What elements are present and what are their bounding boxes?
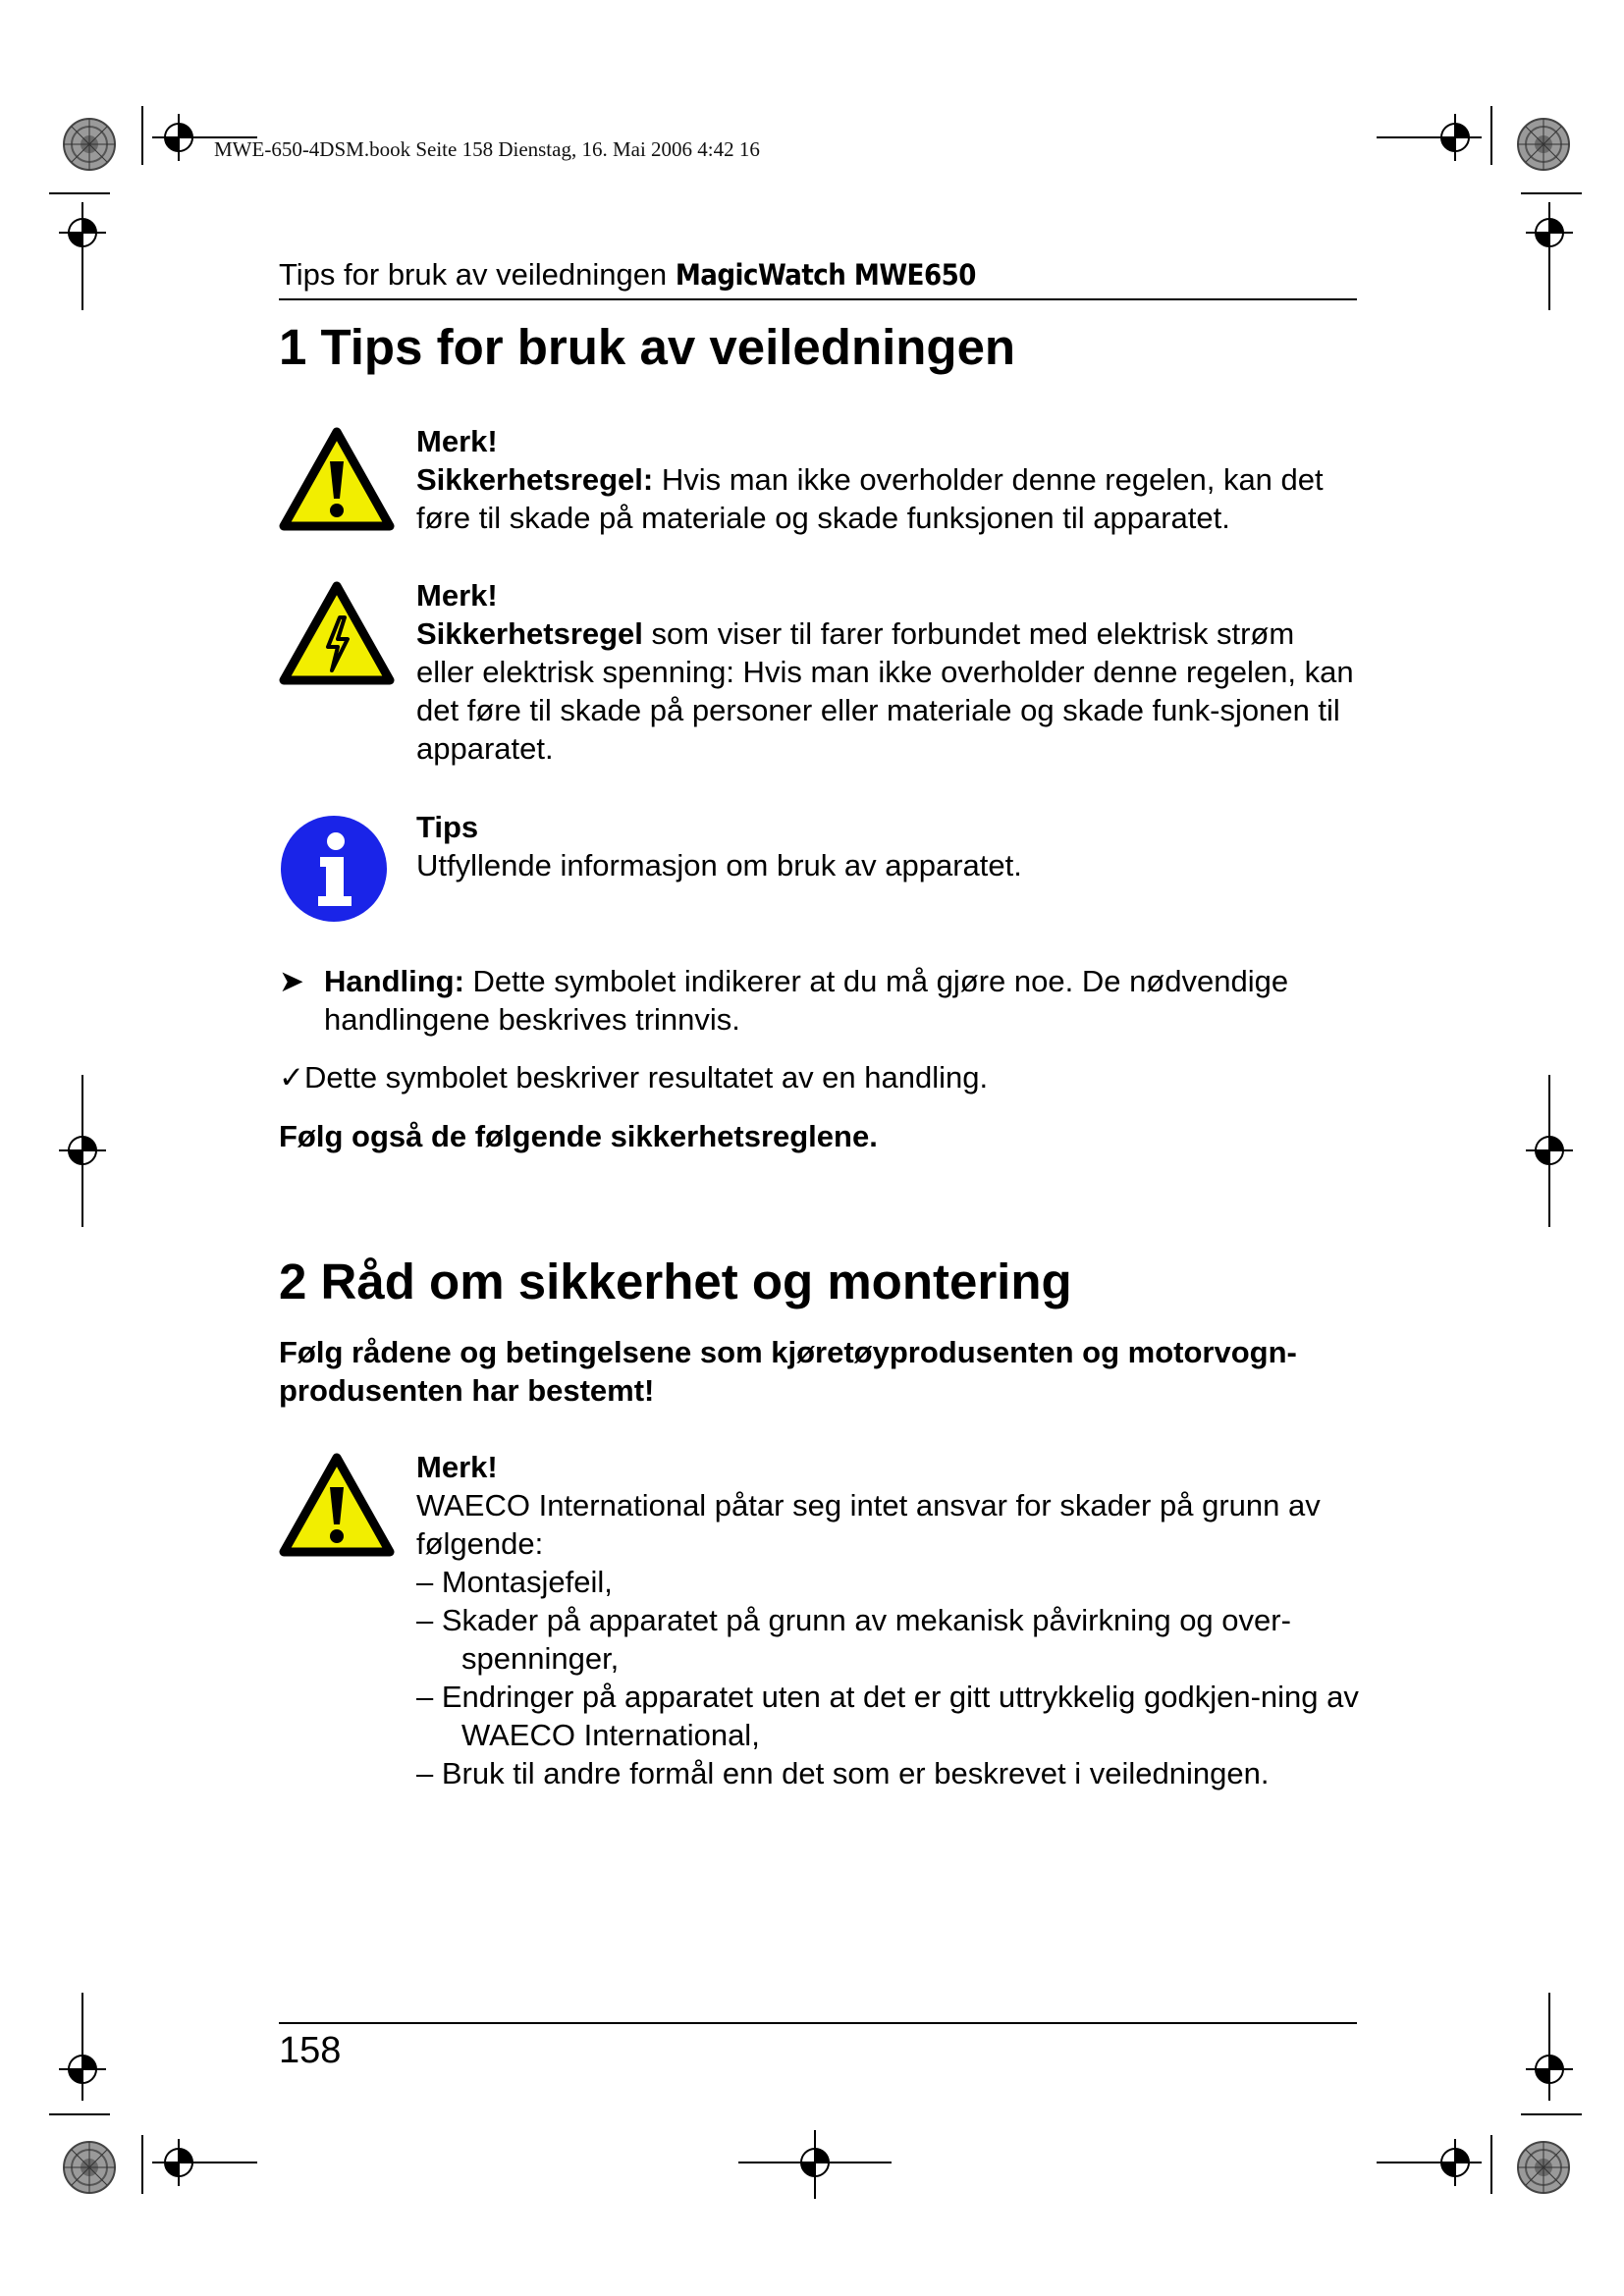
print-info-line: MWE-650-4DSM.book Seite 158 Dienstag, 16. Mai 2006 4:42 16 xyxy=(214,137,760,161)
notice-title: Merk! xyxy=(416,578,498,613)
list-item: – Bruk til andre formål enn det som er beskrevet i veiledningen. xyxy=(416,1756,1270,1790)
registration-target-icon xyxy=(59,1127,106,1174)
liability-list xyxy=(416,1563,1359,1792)
registration-target-icon xyxy=(1526,2046,1573,2093)
registration-sunburst-icon xyxy=(1518,2142,1569,2193)
running-header-brand: MagicWatch MWE650 xyxy=(675,258,976,292)
registration-sunburst-icon xyxy=(64,119,115,170)
registration-target-icon xyxy=(1526,209,1573,256)
registration-target-icon xyxy=(1432,2139,1479,2186)
follow-paragraph: Følg også de følgende sikkerhetsreglene. xyxy=(279,1119,878,1153)
notice-title: Tips xyxy=(416,810,479,844)
notice-title: Merk! xyxy=(416,424,498,458)
warning-triangle-icon xyxy=(279,426,395,532)
notice-body: WAECO International påtar seg intet ansvar for skader på grunn av følgende: xyxy=(416,1488,1321,1561)
list-item: – Endringer på apparatet uten at det er gitt uttrykkelig godkjen-ning av WAECO International, xyxy=(416,1680,1359,1752)
registration-sunburst-icon xyxy=(1518,119,1569,170)
registration-target-icon xyxy=(791,2139,839,2186)
registration-sunburst-icon xyxy=(64,2142,115,2193)
registration-target-icon xyxy=(59,2046,106,2093)
notice-body: Utfyllende informasjon om bruk av apparatet. xyxy=(416,848,1022,882)
running-header-text: Tips for bruk av veiledningen xyxy=(279,257,668,292)
footer-rule xyxy=(279,2022,1357,2024)
list-item: – Montasjefeil, xyxy=(416,1565,613,1599)
action-arrow-icon: ➤ xyxy=(279,964,304,998)
registration-target-icon xyxy=(155,114,202,161)
section2-intro: Følg rådene og betingelsene som kjøretøyprodusenten og motorvogn-produsenten har bestemt! xyxy=(279,1335,1297,1408)
registration-target-icon xyxy=(1526,1127,1573,1174)
notice-body: Sikkerhetsregel som viser til farer forbundet med elektrisk strøm eller elektrisk spenning: Hvis man ikke overholder denne regelen, kan det føre til skade på personer eller materiale og skade funk-sjonen til apparatet. xyxy=(416,616,1354,766)
notice-lead: Sikkerhetsregel: xyxy=(416,462,654,497)
section1-heading: 1 Tips for bruk av veiledningen xyxy=(279,319,1016,375)
notice-lead: Sikkerhetsregel xyxy=(416,616,643,651)
info-icon xyxy=(279,814,389,924)
registration-target-icon xyxy=(155,2139,202,2186)
page-number: 158 xyxy=(279,2030,342,2071)
registration-target-icon xyxy=(59,209,106,256)
result-paragraph: ✓Dette symbolet beskriver resultatet av en handling. xyxy=(279,1060,989,1095)
running-header xyxy=(279,257,1357,300)
action-lead: Handling: xyxy=(324,964,464,998)
section2-heading: 2 Råd om sikkerhet og montering xyxy=(279,1254,1072,1309)
list-item: – Skader på apparatet på grunn av mekanisk påvirkning og over-spenninger, xyxy=(416,1603,1291,1676)
electric-hazard-icon xyxy=(279,580,395,686)
action-paragraph: ➤ Handling: Dette symbolet indikerer at du må gjøre noe. De nødvendige handlingene beskrives trinnvis. xyxy=(279,964,1289,1037)
notice-title: Merk! xyxy=(416,1450,498,1484)
notice-body: Sikkerhetsregel: Hvis man ikke overholder denne regelen, kan det føre til skade på materiale og skade funksjonen til apparatet. xyxy=(416,462,1324,535)
warning-triangle-icon xyxy=(279,1452,395,1558)
registration-target-icon xyxy=(1432,114,1479,161)
